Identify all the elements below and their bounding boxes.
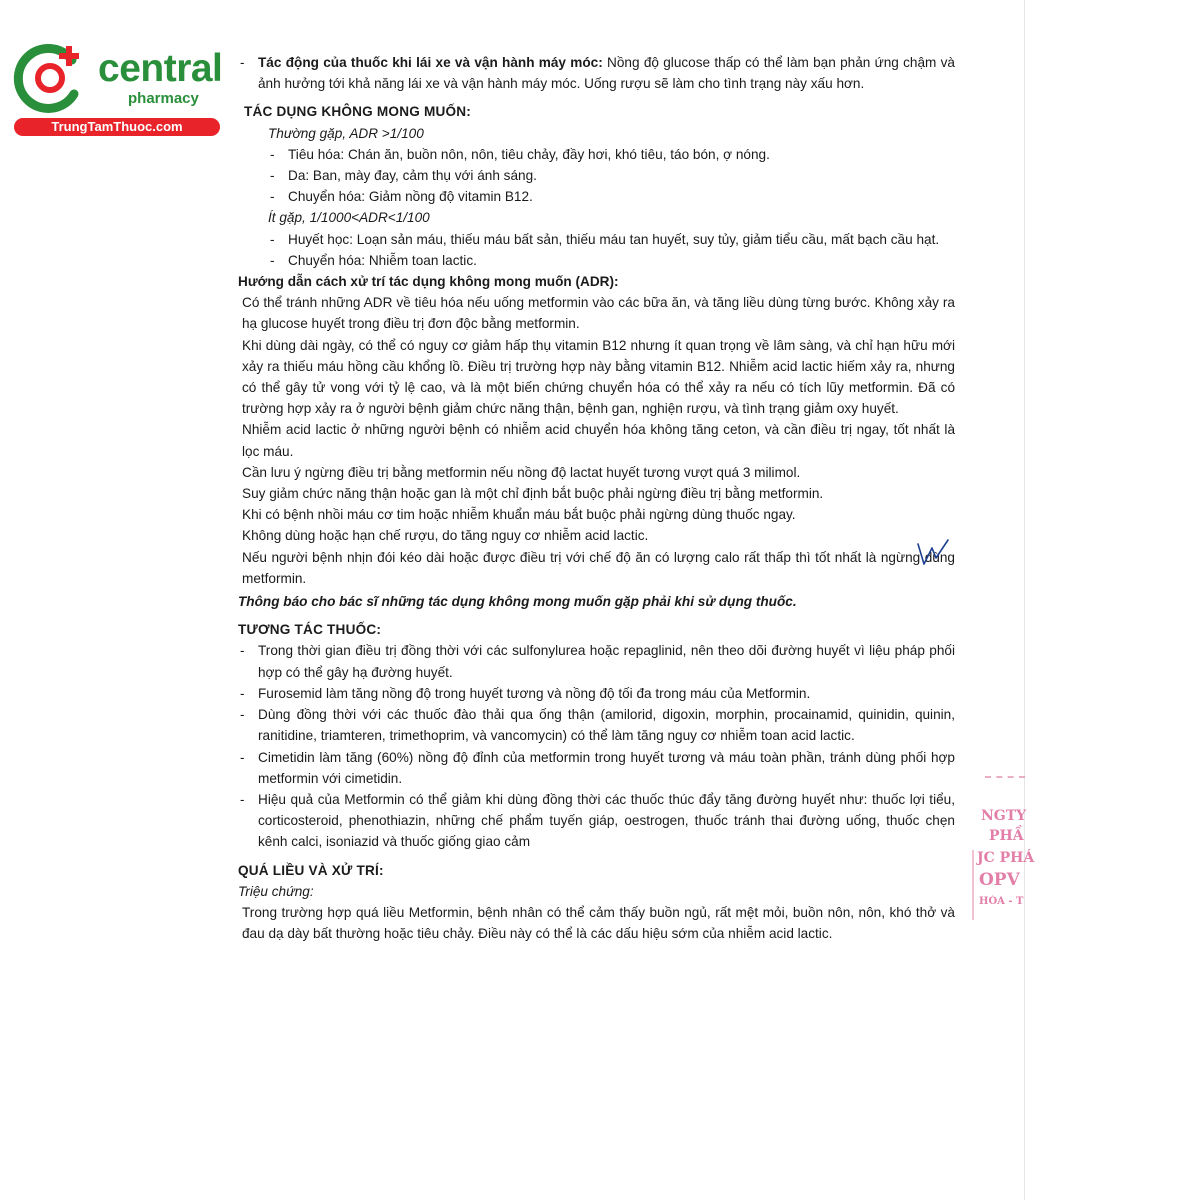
logo-website-url[interactable]: TrungTamThuoc.com — [14, 118, 220, 136]
adr-guide-heading: Hướng dẫn cách xử trí tác dụng không mong muốn (ADR): — [238, 274, 619, 290]
logo-brand-name: central — [98, 47, 223, 90]
driving-label: Tác động của thuốc khi lái xe và vận hành máy móc: — [258, 55, 603, 70]
adr-rare-item: - Chuyển hóa: Nhiễm toan lactic. — [230, 250, 955, 271]
guide-paragraph: Có thể tránh những ADR về tiêu hóa nếu uống metformin vào các bữa ăn, và tăng liều dùng từng bước. Không xảy ra hạ glucose huyết trong điều trị đơn độc bằng metformin. — [242, 295, 955, 332]
stamp-text: HÓA - T — [979, 896, 1024, 907]
leaflet-document — [230, 52, 955, 944]
stamp-text: NGTY — [981, 808, 1027, 824]
stamp-text: OPV — [979, 870, 1020, 890]
handwritten-tick-mark — [912, 536, 952, 568]
driving-note — [230, 52, 955, 94]
overdose-heading: QUÁ LIỀU VÀ XỬ TRÍ: — [238, 862, 384, 878]
pharmacy-cross-icon — [10, 38, 90, 118]
central-pharmacy-logo[interactable] — [10, 38, 223, 138]
adr-common-item: - Tiêu hóa: Chán ăn, buồn nôn, nôn, tiêu chảy, đầy hơi, khó tiêu, táo bón, ợ nóng. — [230, 144, 955, 165]
adr-heading: TÁC DỤNG KHÔNG MONG MUỐN: — [244, 104, 472, 120]
driving-text: Nồng độ glucose thấp có thể làm bạn phản ứng chậm và ảnh hưởng tới khả năng lái xe và vận hành máy móc. Uống rượu sẽ làm cho tình trạng này xấu hơn. — [258, 55, 955, 92]
guide-paragraph: Cần lưu ý ngừng điều trị bằng metformin nếu nồng độ lactat huyết tương vượt quá 3 milimol. — [242, 464, 801, 480]
guide-paragraph: Nhiễm acid lactic ở những người bệnh có nhiễm acid chuyển hóa không tăng ceton, và cần điều trị ngay, tốt nhất là lọc máu. — [242, 422, 955, 459]
guide-paragraph: Khi dùng dài ngày, có thể có nguy cơ giảm hấp thụ vitamin B12 nhưng ít quan trọng về lâm sàng, và chỉ hạn hữu mới xảy ra thiếu máu hồng cầu khổng lồ. Điều trị trường hợp này bằng vitamin B12. Nhiễm acid lactic hiếm xảy ra, nhưng có thể gây tử vong với tỷ lệ cao, và là một biến chứng chuyển hóa có thể xảy ra nếu có tích lũy metformin. Đã có trường hợp xảy ra ở người bệnh giảm chức năng thận, bệnh gan, nghiện rượu, và tình trạng giảm oxy huyết. — [242, 337, 955, 417]
page-right-margin — [1024, 0, 1200, 1200]
adr-common-item: - Chuyển hóa: Giảm nồng độ vitamin B12. — [230, 186, 955, 207]
symptoms-label: Triệu chứng: — [238, 883, 314, 899]
guide-paragraph: Không dùng hoặc hạn chế rượu, do tăng nguy cơ nhiễm acid lactic. — [242, 528, 649, 544]
interactions-heading: TƯƠNG TÁC THUỐC: — [238, 622, 382, 638]
stamp-text: PHẦ — [989, 828, 1024, 844]
interaction-item: - Hiệu quả của Metformin có thể giảm khi dùng đồng thời các thuốc thúc đẩy tăng đường huyết như: thuốc lợi tiểu, corticosteroid, phenothiazin, những chế phẩm tuyến giáp, oestrogen, thuốc tránh thai đường uống, thuốc chẹn kênh calci, isoniazid và thuốc giống giao cảm — [230, 789, 955, 853]
guide-paragraph: Nếu người bệnh nhịn đói kéo dài hoặc được điều trị với chế độ ăn có lượng calo rất thấp thì tốt nhất là ngừng dùng metformin. — [242, 549, 955, 586]
company-seal-stamp — [975, 766, 1035, 916]
guide-paragraph: Khi có bệnh nhồi máu cơ tim hoặc nhiễm khuẩn máu bắt buộc phải ngừng dùng thuốc ngay. — [242, 507, 796, 523]
guide-paragraph: Suy giảm chức năng thận hoặc gan là một chỉ định bắt buộc phải ngừng điều trị bằng metformin. — [242, 486, 824, 502]
interaction-item: - Dùng đồng thời với các thuốc đào thải qua ống thận (amilorid, digoxin, morphin, procainamid, quinidin, quinin, ranitidine, triamteren, trimethoprim, và vancomycin) có thể làm tăng nguy cơ nhiễm toan acid lactic. — [230, 704, 955, 746]
overdose-text: Trong trường hợp quá liều Metformin, bệnh nhân có thể cảm thấy buồn ngủ, rất mệt mỏi, buồn nôn, nôn, khó thở và đau dạ dày bất thường hoặc tiêu chảy. Điều này có thể là các dấu hiệu sớm của nhiễm acid lactic. — [242, 904, 955, 942]
interaction-item: - Cimetidin làm tăng (60%) nồng độ đỉnh của metformin trong huyết tương và máu toàn phần, tránh dùng phối hợp metformin với cimetidin. — [230, 747, 955, 789]
adr-common-item: - Da: Ban, mày đay, cảm thụ với ánh sáng. — [230, 165, 955, 186]
adr-rare-label: Ít gặp, 1/1000<ADR<1/100 — [268, 210, 430, 226]
adr-rare-item: - Huyết học: Loạn sản máu, thiếu máu bất sản, thiếu máu tan huyết, suy tủy, giảm tiểu cầu, mất bạch cầu hạt. — [230, 229, 955, 250]
report-warning: Thông báo cho bác sĩ những tác dụng không mong muốn gặp phải khi sử dụng thuốc. — [238, 594, 797, 610]
interaction-item: - Trong thời gian điều trị đồng thời với các sulfonylurea hoặc repaglinid, nên theo dõi đường huyết vì liệu pháp phối hợp có thể gây hạ đường huyết. — [230, 640, 955, 682]
logo-brand-sub: pharmacy — [128, 90, 199, 107]
interaction-item: - Furosemid làm tăng nồng độ trong huyết tương và nồng độ tối đa trong máu của Metformin. — [230, 683, 955, 704]
adr-common-label: Thường gặp, ADR >1/100 — [268, 125, 424, 141]
stamp-text: JC PHÁ — [977, 850, 1035, 866]
